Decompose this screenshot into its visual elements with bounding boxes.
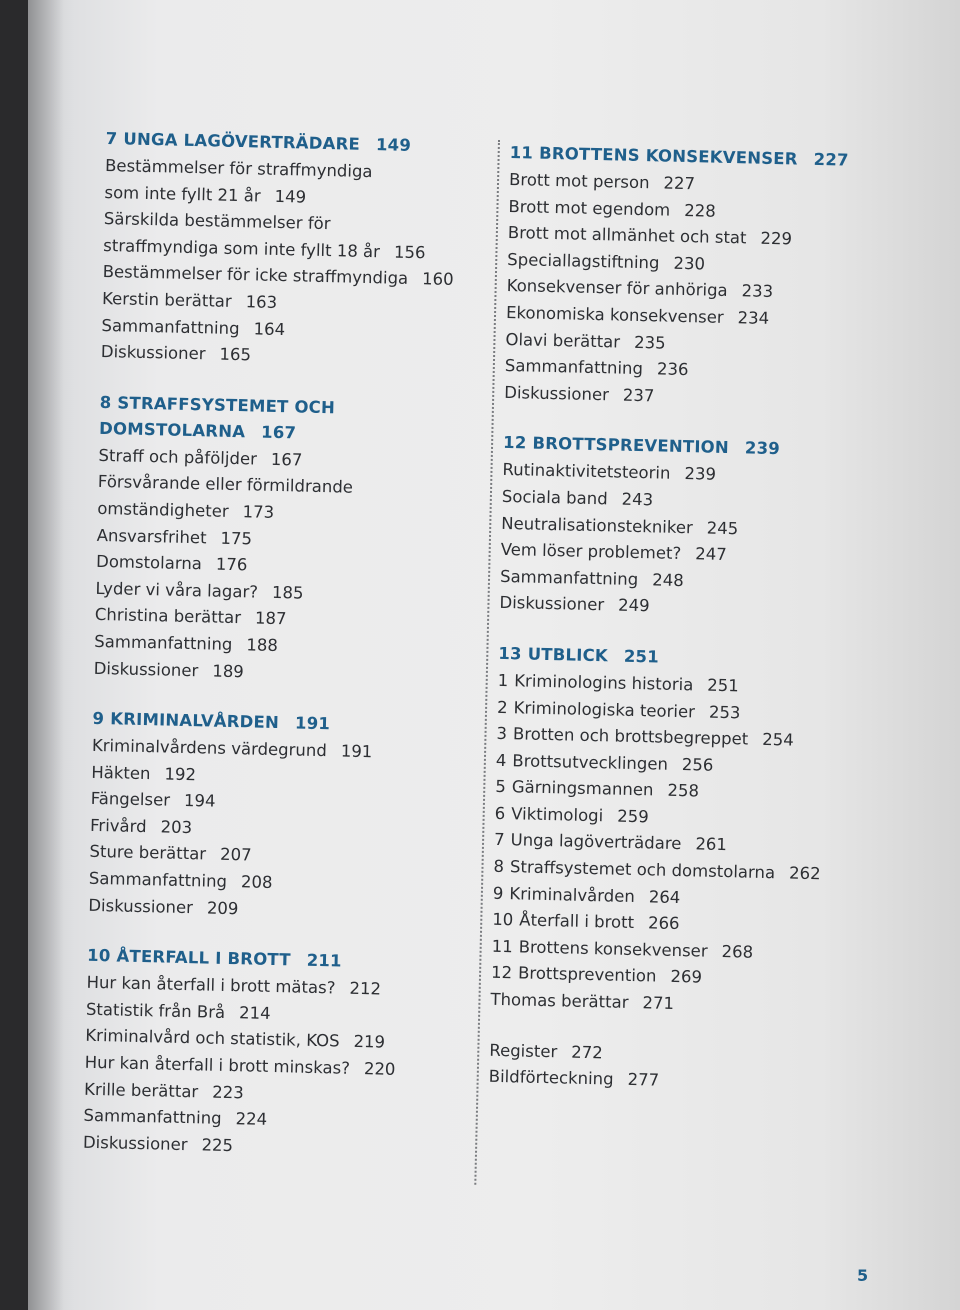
entry-number: 11: [491, 936, 513, 957]
entry-page: 163: [245, 292, 278, 312]
entry-page: 266: [647, 913, 680, 934]
entry-page: 243: [621, 489, 654, 510]
entry-title: Ekonomiska konsekvenser: [505, 302, 724, 327]
entry-title: Gärningsmannen: [511, 777, 654, 800]
entry-page: 234: [737, 308, 770, 328]
entry-number: 7: [493, 830, 505, 850]
chapter-number: 11: [509, 142, 534, 163]
entry-page: 220: [363, 1059, 396, 1079]
toc-right-column: [488, 140, 880, 1123]
entry-page: 187: [254, 608, 287, 629]
entry-page: 173: [242, 502, 275, 522]
entry-title: Straffsystemet och domstolarna: [509, 857, 776, 883]
entry-page: 245: [706, 518, 739, 538]
chapter-title-line2: DOMSTOLARNA: [98, 418, 246, 441]
entry-title: Statistik från Brå: [85, 999, 226, 1022]
entry-page: 248: [651, 570, 684, 590]
entry-page: 262: [788, 863, 821, 884]
page-number: 5: [857, 1266, 869, 1285]
entry-page: 236: [656, 359, 689, 380]
toc-chapter: [101, 126, 466, 374]
chapter-title: UTBLICK: [527, 644, 609, 666]
entry-title: Diskussioner: [88, 895, 194, 917]
entry-page: 209: [206, 898, 239, 918]
chapter-page: 251: [623, 646, 660, 667]
chapter-heading: [99, 390, 460, 450]
entry-title: Frivård: [89, 815, 147, 836]
entry-page: 185: [271, 582, 304, 603]
entry-page: 249: [617, 595, 650, 616]
entry-page: 219: [353, 1032, 386, 1053]
entry-page: 164: [253, 318, 286, 339]
entry-page: 160: [421, 269, 454, 290]
entry-number: 5: [495, 777, 507, 797]
toc-chapter: [88, 706, 453, 927]
entry-title: Särskilda bestämmelser för: [103, 209, 331, 234]
entry-page: 189: [212, 661, 245, 681]
entry-title: Sammanfattning: [94, 631, 233, 654]
chapter-number: 9: [92, 708, 105, 729]
entry-number: 2: [496, 697, 508, 717]
chapter-page: 191: [294, 713, 331, 734]
entry-page: 253: [708, 702, 741, 722]
toc-chapter: [504, 140, 880, 415]
entry-page: 203: [160, 817, 193, 838]
entry-number: 1: [497, 670, 509, 691]
entry-page: 268: [721, 941, 754, 962]
entry-number: 3: [496, 723, 508, 744]
entry-page: 228: [684, 200, 716, 221]
entry-title: Sture berättar: [89, 842, 207, 864]
entry-page: 256: [681, 754, 714, 775]
chapter-page: 167: [260, 422, 297, 443]
entry-page: 269: [670, 967, 703, 988]
entry-title: Bestämmelser för straffmyndiga: [104, 155, 373, 182]
chapter-number: 10: [86, 946, 111, 966]
chapter-number: 12: [502, 433, 527, 453]
entry-title: Brott mot allmänhet och stat: [507, 223, 747, 248]
entry-title: Straff och påföljder: [98, 445, 258, 469]
entry-page: 208: [240, 872, 273, 893]
entry-page: 227: [663, 173, 696, 194]
entry-page: 165: [219, 344, 252, 365]
entry-number: 4: [495, 750, 507, 770]
book-gutter-shadow: [28, 0, 64, 1310]
entry-title: Speciallagstiftning: [507, 249, 660, 273]
entry-page: 261: [695, 834, 728, 855]
entry-page: 175: [220, 528, 253, 548]
entry-page: 271: [642, 993, 675, 1013]
entry-title: Register: [489, 1040, 558, 1061]
entry-title: Lyder vi våra lagar?: [95, 578, 259, 602]
entry-page: 251: [707, 675, 740, 696]
entry-page: 233: [741, 281, 774, 302]
entry-title: Hur kan återfall i brott minskas?: [84, 1052, 351, 1078]
entry-title: Brottsutvecklingen: [512, 750, 669, 774]
back-matter: [488, 1037, 859, 1099]
entry-page: 192: [164, 764, 197, 784]
entry-title: Neutralisationstekniker: [501, 513, 693, 537]
entry-page: 149: [274, 186, 307, 207]
entry-title: omständigheter: [97, 498, 229, 521]
entry-page: 272: [571, 1042, 603, 1062]
entry-title: Kriminologins historia: [514, 671, 694, 695]
entry-page: 225: [201, 1135, 234, 1155]
chapter-number: 7: [105, 128, 118, 149]
entry-page: 214: [238, 1003, 271, 1023]
chapter-title: BROTTSPREVENTION: [532, 433, 730, 458]
entry-page: 167: [270, 449, 303, 470]
entry-title: Diskussioner: [82, 1132, 188, 1154]
entry-title: Häkten: [91, 762, 151, 783]
entry-page: 264: [648, 887, 681, 907]
entry-number: 6: [494, 803, 506, 823]
entry-title: Diskussioner: [100, 342, 206, 364]
entry-title: Bestämmelser för icke straffmyndiga: [102, 262, 409, 289]
entry-title: Sammanfattning: [101, 315, 240, 338]
entry-page: 254: [762, 729, 794, 750]
entry-page: 229: [760, 228, 793, 249]
toc-chapter: [83, 943, 448, 1164]
entry-number: 10: [492, 910, 514, 930]
entry-page: 191: [340, 741, 373, 762]
entry-page: 230: [673, 253, 706, 274]
entry-page: 207: [219, 845, 252, 865]
entry-title: Viktimologi: [511, 804, 604, 826]
entry-title: Brottsprevention: [517, 963, 657, 986]
chapter-number: 8: [99, 392, 112, 412]
entry-title: Kriminalvården: [509, 883, 636, 906]
entry-title: Diskussioner: [504, 382, 610, 405]
entry-title: Sammanfattning: [88, 868, 228, 892]
entry-title: Hur kan återfall i brott mätas?: [86, 973, 336, 998]
entry-title: Rutinaktivitetsteorin: [502, 460, 671, 484]
toc-chapter: [93, 390, 460, 690]
entry-title: Diskussioner: [93, 658, 199, 680]
entry-title: Brottens konsekvenser: [518, 937, 708, 961]
toc-chapter: [499, 430, 873, 625]
entry-title: Konsekvenser för anhöriga: [506, 276, 728, 301]
entry-title: Thomas berättar: [490, 989, 629, 1012]
entry-title: Krille berättar: [83, 1079, 199, 1101]
entry-page: 224: [235, 1109, 268, 1130]
entry-title: Bildförteckning: [488, 1066, 614, 1089]
toc-chapter: [490, 641, 868, 1022]
entry-title: Kriminalvårdens värdegrund: [91, 735, 328, 761]
chapter-page: 149: [375, 135, 412, 155]
entry-page: 237: [622, 385, 655, 406]
entry-page: 156: [393, 242, 426, 263]
chapter-number: 13: [498, 643, 522, 664]
entry-title: Återfall i brott: [519, 910, 635, 933]
entry-title: Brott mot person: [508, 169, 650, 193]
entry-page: 258: [667, 781, 700, 801]
entry-page: 188: [246, 635, 279, 655]
entry-page: 235: [633, 332, 666, 353]
entry-title: Christina berättar: [94, 605, 242, 628]
chapter-page: 239: [744, 438, 781, 459]
chapter-page: 227: [813, 149, 849, 170]
entry-number: 9: [492, 883, 504, 903]
entry-title: Brott mot egendom: [508, 196, 671, 220]
entry-page: 259: [617, 806, 649, 827]
entry-title: Domstolarna: [95, 552, 203, 574]
entry-title: Försvårande eller förmildrande: [97, 472, 354, 498]
entry-page: 176: [215, 554, 248, 575]
entry-title: Ansvarsfrihet: [96, 525, 207, 547]
chapter-page: 211: [306, 951, 342, 971]
entry-title: som inte fyllt 21 år: [104, 182, 261, 206]
chapter-title: UNGA LAGÖVERTRÄDARE: [123, 129, 361, 154]
entry-page: 223: [212, 1082, 244, 1102]
entry-title: Unga lagöverträdare: [510, 830, 682, 854]
entry-title: Vem löser problemet?: [500, 540, 682, 564]
entry-title: Sammanfattning: [499, 566, 639, 589]
entry-number: 12: [490, 963, 513, 983]
entry-title: Sammanfattning: [504, 356, 644, 379]
entry-title: Kriminalvård och statistik, KOS: [85, 1026, 340, 1051]
chapter-title: KRIMINALVÅRDEN: [110, 709, 280, 733]
toc-left-column: [82, 126, 466, 1188]
entry-title: Kerstin berättar: [101, 288, 232, 311]
chapter-title: ÅTERFALL I BROTT: [116, 946, 291, 970]
entry-title: Diskussioner: [499, 593, 605, 615]
entry-title: straffmyndiga som inte fyllt 18 år: [103, 235, 381, 262]
entry-title: Fängelser: [90, 789, 171, 810]
entry-title: Olavi berättar: [505, 329, 621, 352]
entry-page: 247: [695, 544, 727, 565]
entry-page: 194: [183, 791, 216, 811]
entry-title: Sociala band: [501, 486, 608, 509]
entry-page: 212: [349, 978, 382, 999]
entry-title: Kriminologiska teorier: [513, 697, 696, 721]
entry-title: Sammanfattning: [83, 1105, 222, 1129]
entry-number: 8: [493, 856, 505, 877]
entry-title: Brotten och brottsbegreppet: [512, 724, 749, 749]
entry-page: 239: [684, 464, 717, 485]
chapter-title: STRAFFSYSTEMET OCH: [117, 393, 336, 418]
entry-page: 277: [627, 1070, 660, 1090]
chapter-title: BROTTENS KONSEKVENSER: [538, 143, 798, 169]
